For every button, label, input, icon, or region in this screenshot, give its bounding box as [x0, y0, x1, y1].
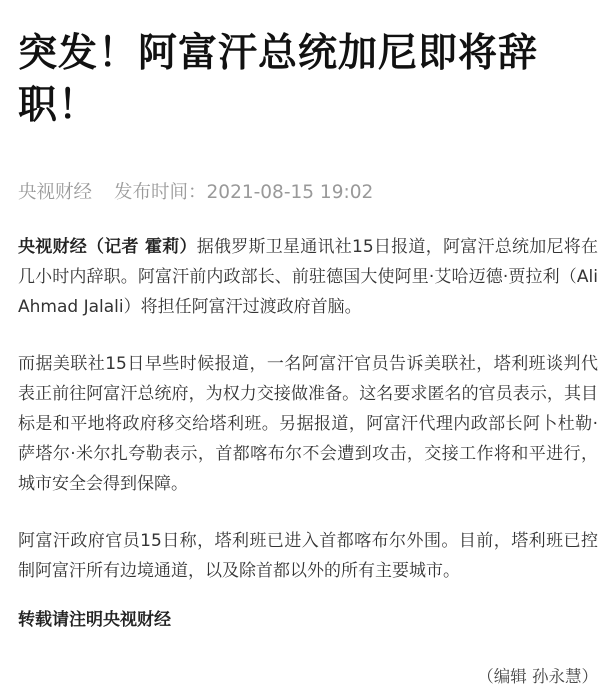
article-source: 央视财经	[18, 182, 93, 203]
paragraph: 阿富汗政府官员15日称，塔利班已进入首都喀布尔外围。目前，塔利班已控制阿富汗所有边境通道，以及除首都以外的所有主要城市。	[18, 531, 598, 581]
article-body	[18, 232, 598, 692]
byline: 央视财经（记者 霍莉）	[18, 237, 197, 257]
publish-label: 发布时间：	[114, 182, 207, 203]
paragraph: 而据美联社15日早些时候报道，一名阿富汗官员告诉美联社，塔利班谈判代表正前往阿富汗总统府，为权力交接做准备。这名要求匿名的官员表示，其目标是和平地将政府移交给塔利班。另据报道，阿富汗代理内政部长阿卜杜勒·萨塔尔·米尔扎夸勒表示，首都喀布尔不会遭到攻击，交接工作将和平进行，城市安全会得到保障。	[18, 354, 598, 494]
repost-note: 转载请注明央视财经	[18, 610, 171, 630]
editor-credit: （编辑 孙永慧）	[477, 667, 598, 686]
article-meta	[18, 180, 598, 206]
paragraph	[18, 232, 598, 322]
publish-time: 2021-08-15 19:02	[206, 182, 374, 203]
article-title: 突发！阿富汗总统加尼即将辞职！	[18, 31, 539, 128]
paragraph-text: 据俄罗斯卫星通讯社15日报道，阿富汗总统加尼将在几小时内辞职。阿富汗前内政部长、前驻德国大使阿里·艾哈迈德·贾拉利（Ali Ahmad Jalali）将担任阿富汗过渡政府首脑。	[18, 237, 598, 317]
